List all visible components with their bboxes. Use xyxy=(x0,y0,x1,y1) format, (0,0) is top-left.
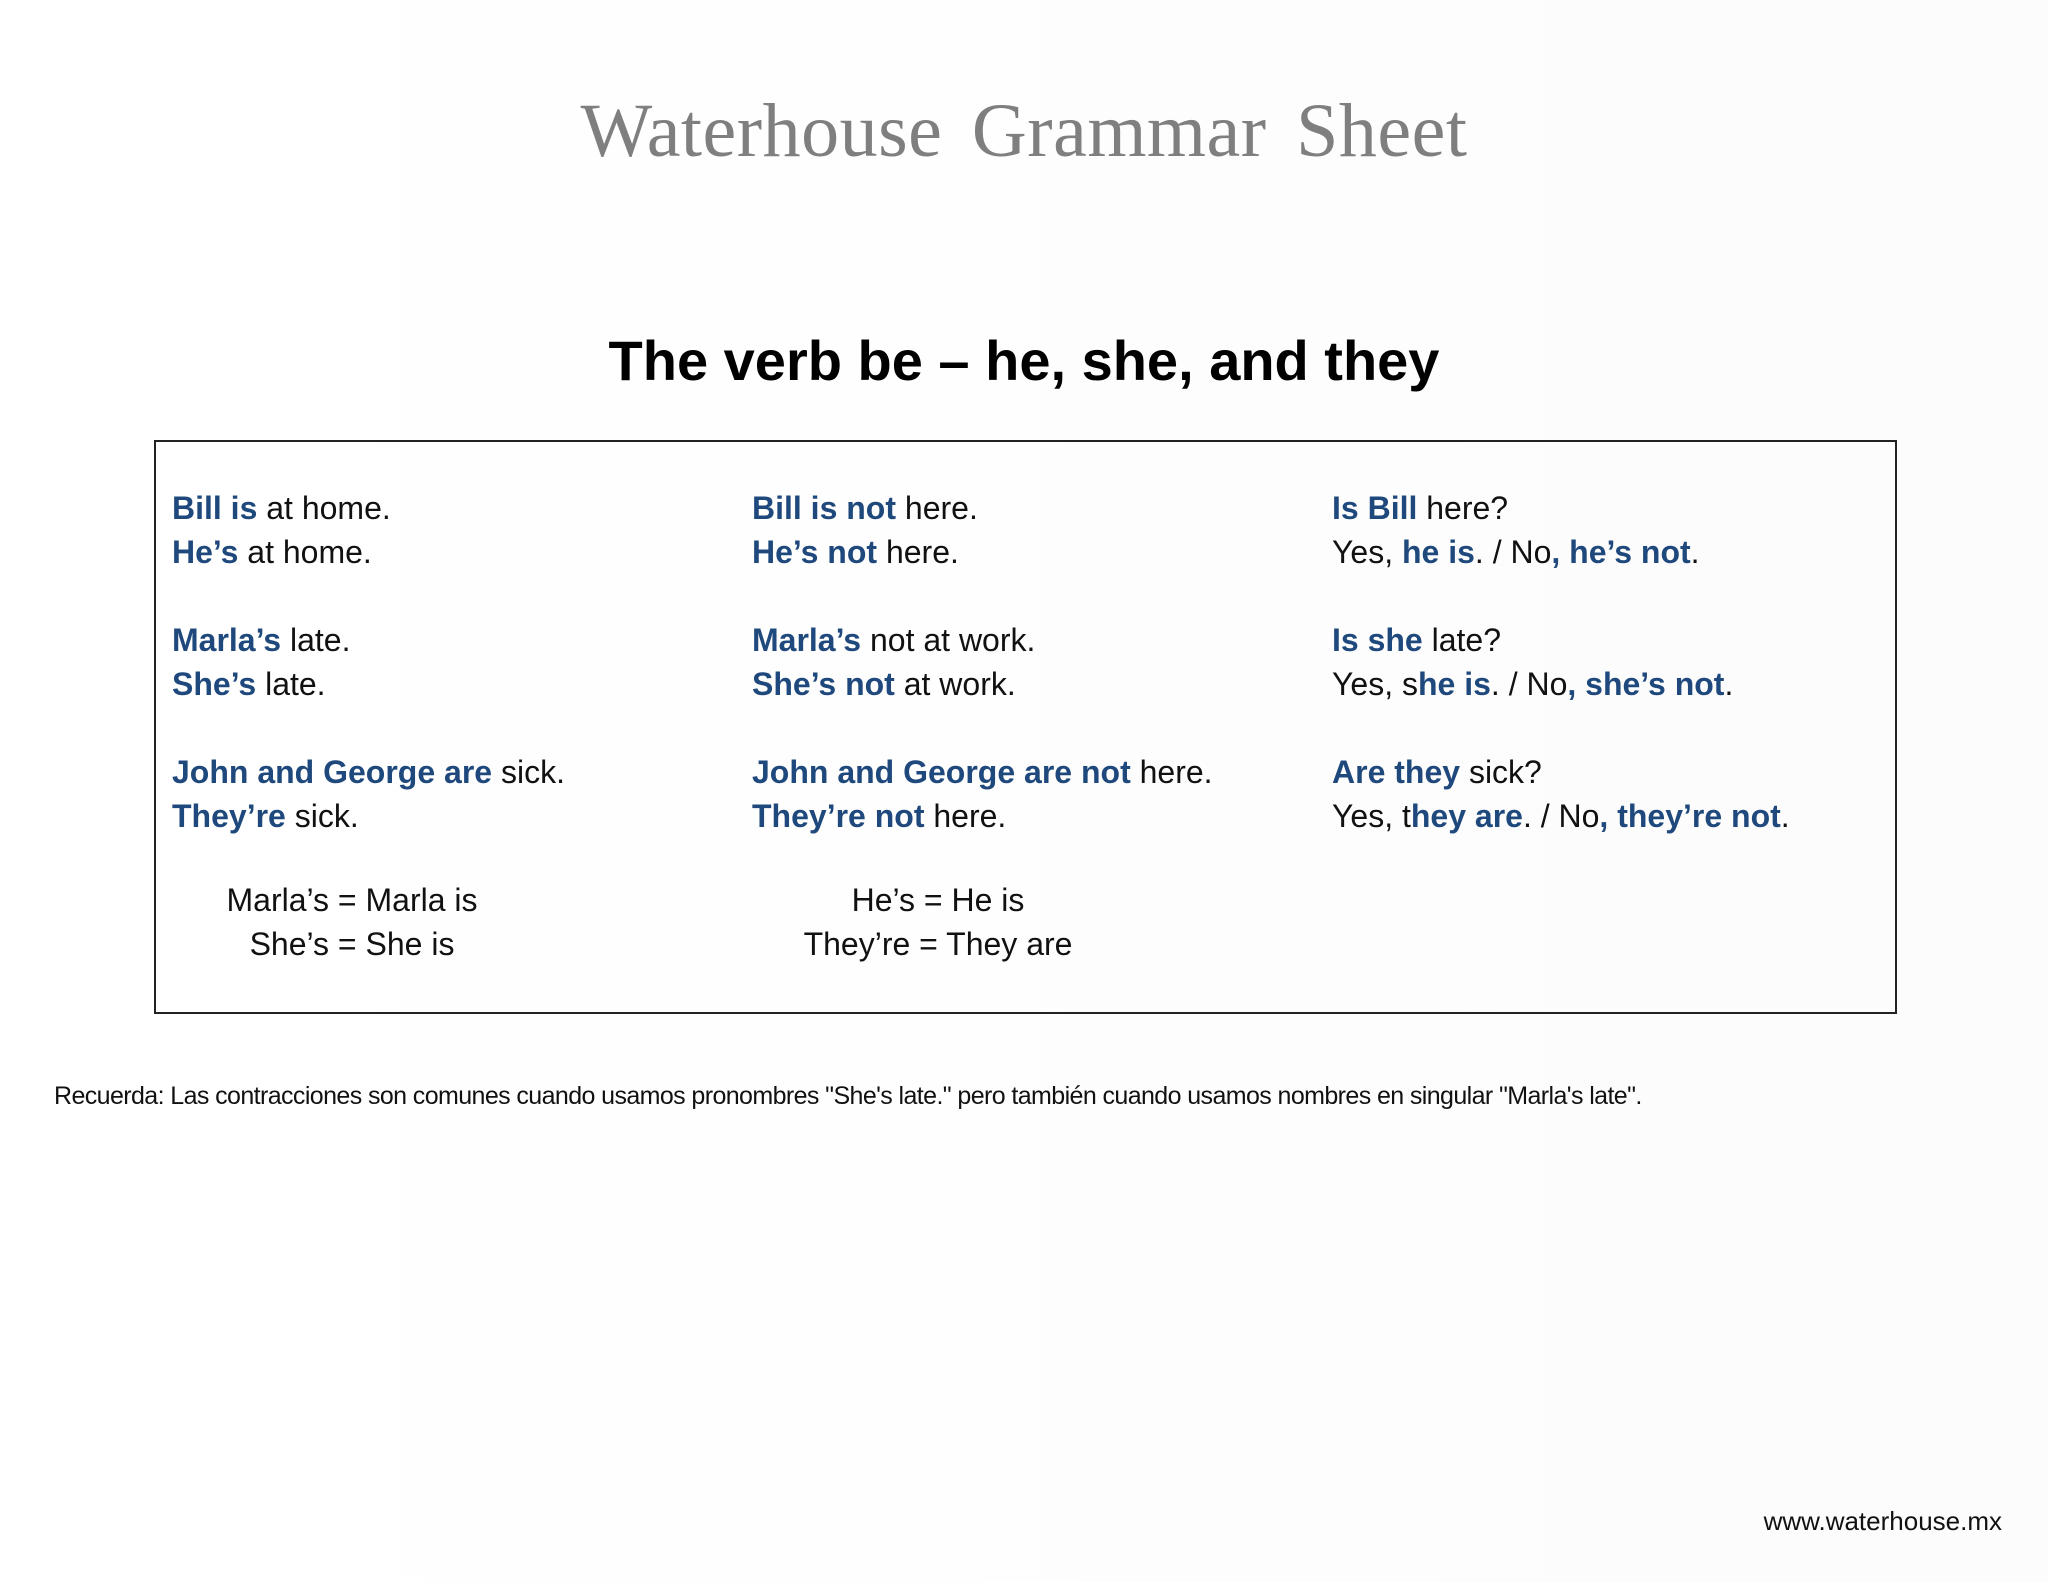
example-sentence xyxy=(172,750,565,794)
sentence-text: late? xyxy=(1422,622,1501,658)
sentence-text: Yes, s xyxy=(1332,666,1418,702)
example-sentence xyxy=(752,794,1213,838)
sentence-text: . / No xyxy=(1474,534,1552,570)
highlighted-verb-phrase: , he’s not xyxy=(1551,534,1691,570)
example-sentence xyxy=(752,530,1213,574)
highlighted-verb-phrase: Is she xyxy=(1332,622,1423,658)
equivalence-line: Marla’s = Marla is xyxy=(226,882,478,918)
highlighted-verb-phrase: he is xyxy=(1401,534,1475,570)
example-sentence xyxy=(1332,486,1790,530)
group-spacer xyxy=(752,706,1213,750)
highlighted-verb-phrase: , she’s not xyxy=(1567,666,1725,702)
equivalence-line: He’s = He is xyxy=(851,882,1025,918)
group-spacer xyxy=(752,574,1213,618)
sentence-text: at home. xyxy=(238,534,372,570)
highlighted-verb-phrase: John and George are not xyxy=(752,754,1131,790)
highlighted-verb-phrase: Marla’s xyxy=(752,622,862,658)
example-sentence xyxy=(1332,530,1790,574)
sentence-text: . / No xyxy=(1522,798,1600,834)
highlighted-verb-phrase: Bill is not xyxy=(752,490,896,526)
highlighted-verb-phrase: He’s not xyxy=(752,534,878,570)
highlighted-verb-phrase: , they’re not xyxy=(1599,798,1781,834)
sentence-text: at work. xyxy=(894,666,1016,702)
example-sentence xyxy=(1332,750,1790,794)
example-sentence xyxy=(172,530,565,574)
example-sentence xyxy=(1332,618,1790,662)
example-sentence xyxy=(172,794,565,838)
grammar-examples-box xyxy=(154,440,1897,1014)
highlighted-verb-phrase: She’s xyxy=(172,666,257,702)
highlighted-verb-phrase: They’re not xyxy=(752,798,925,834)
sentence-text: here. xyxy=(896,490,978,526)
sentence-text: sick. xyxy=(492,754,565,790)
group-spacer xyxy=(1332,574,1790,618)
example-sentence xyxy=(752,618,1213,662)
sentence-text: . xyxy=(1780,798,1790,834)
sentence-text: not at work. xyxy=(861,622,1036,658)
footnote-reminder: Recuerda: Las contracciones son comunes cuando usamos pronombres "She's late." pero también cuando usamos nombres en singular "Marla's late". xyxy=(54,1082,1642,1110)
highlighted-verb-phrase: Are they xyxy=(1332,754,1461,790)
highlighted-verb-phrase: hey are xyxy=(1410,798,1523,834)
example-sentence xyxy=(172,486,565,530)
sentence-text: . / No xyxy=(1490,666,1568,702)
sentence-text: sick. xyxy=(285,798,359,834)
highlighted-verb-phrase: She’s not xyxy=(752,666,895,702)
highlighted-verb-phrase: Marla’s xyxy=(172,622,282,658)
highlighted-verb-phrase: Bill is xyxy=(172,490,258,526)
topic-title: The verb be – he, she, and they xyxy=(608,329,1440,392)
group-spacer xyxy=(1332,706,1790,750)
equivalence-middle xyxy=(752,878,1124,966)
sentence-text: here. xyxy=(877,534,959,570)
highlighted-verb-phrase: John and George are xyxy=(172,754,493,790)
question-column xyxy=(1332,486,1790,838)
example-sentence xyxy=(752,750,1213,794)
sentence-text: . xyxy=(1724,666,1734,702)
sentence-text: at home. xyxy=(257,490,391,526)
example-sentence xyxy=(1332,794,1790,838)
equivalence-left xyxy=(156,878,548,966)
example-sentence xyxy=(172,618,565,662)
sentence-text: Yes, xyxy=(1332,534,1402,570)
highlighted-verb-phrase: he is xyxy=(1417,666,1491,702)
example-sentence xyxy=(752,662,1213,706)
group-spacer xyxy=(172,706,565,750)
highlighted-verb-phrase: Is Bill xyxy=(1332,490,1418,526)
sentence-text: here? xyxy=(1417,490,1509,526)
sentence-text: here. xyxy=(924,798,1007,834)
equivalence-line: They’re = They are xyxy=(803,926,1073,962)
example-sentence xyxy=(752,486,1213,530)
equivalence-line: She’s = She is xyxy=(249,926,455,962)
sheet-header-title: Waterhouse Grammar Sheet xyxy=(580,89,1468,173)
sentence-text: . xyxy=(1690,534,1700,570)
highlighted-verb-phrase: They’re xyxy=(172,798,286,834)
example-sentence xyxy=(172,662,565,706)
sentence-text: late. xyxy=(256,666,326,702)
website-url: www.waterhouse.mx xyxy=(1763,1506,2002,1536)
highlighted-verb-phrase: He’s xyxy=(172,534,239,570)
sentence-text: late. xyxy=(281,622,351,658)
sentence-text: Yes, t xyxy=(1332,798,1411,834)
sentence-text: here. xyxy=(1130,754,1213,790)
example-sentence xyxy=(1332,662,1790,706)
group-spacer xyxy=(172,574,565,618)
sentence-text: sick? xyxy=(1460,754,1542,790)
negative-column xyxy=(752,486,1213,838)
affirmative-column xyxy=(172,486,565,838)
